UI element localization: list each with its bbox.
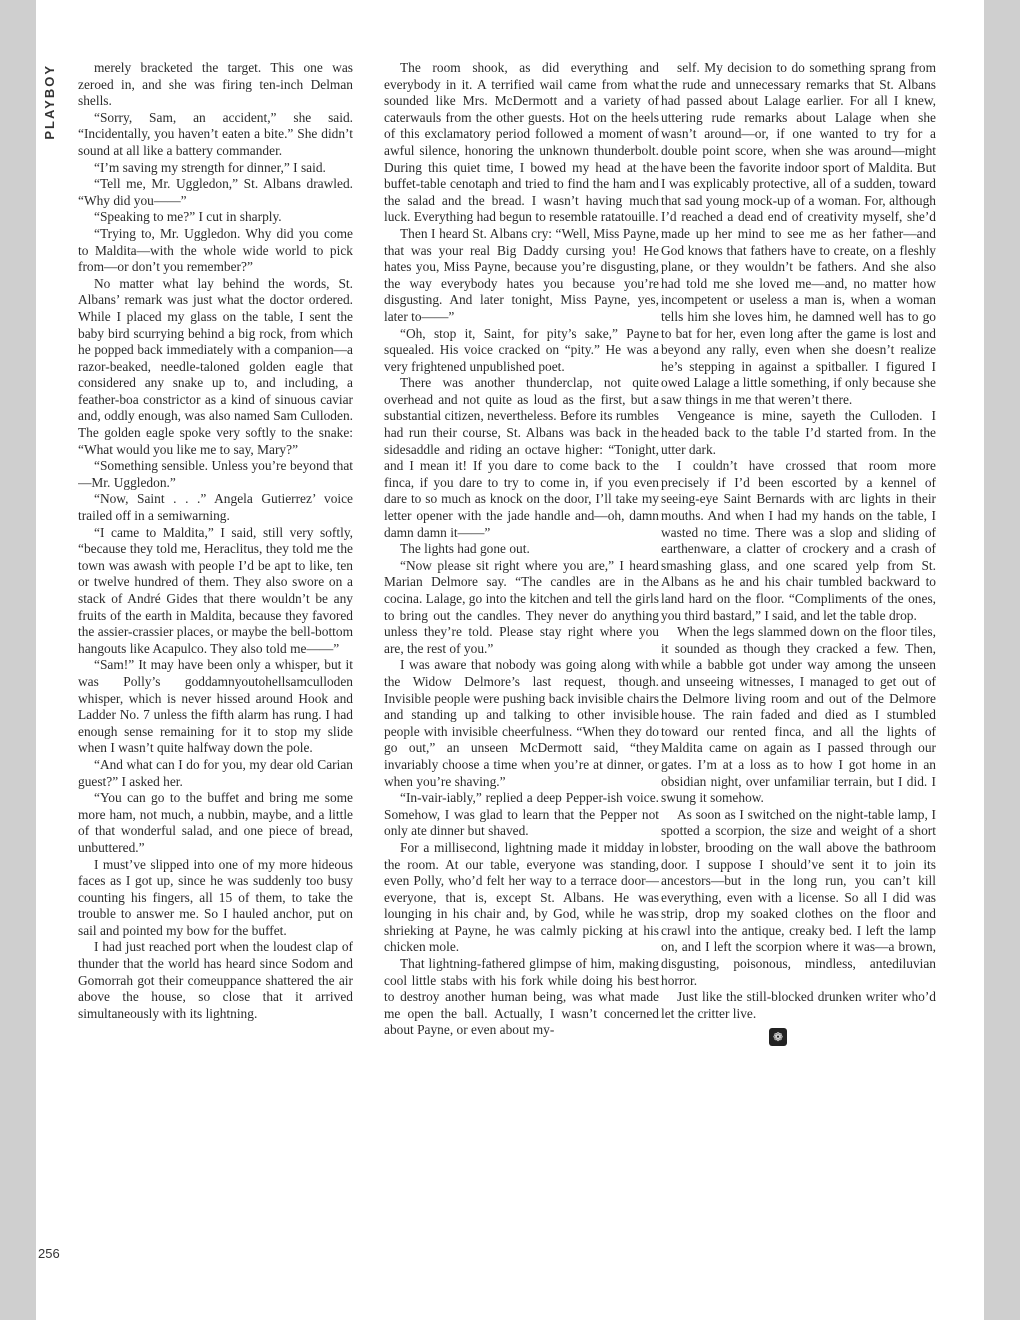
paragraph: “Something sensible. Unless you’re beyond that—Mr. Uggledon.” bbox=[78, 458, 353, 490]
magazine-page bbox=[36, 0, 984, 1320]
paragraph: “Now please sit right where you are,” I heard Marian Delmore say. “The candles are in the cocina. Lalage, go into the kitchen and tell the girls to bring out the candles. They never do anything unless they’re told. Please stay right where you are, the rest of you.” bbox=[384, 557, 659, 656]
paragraph: “Sorry, Sam, an accident,” she said. “Incidentally, you haven’t eaten a bite.” She didn’t sound at all like a battery commander. bbox=[78, 109, 353, 158]
paragraph: merely bracketed the target. This one was zeroed in, and she was firing ten-inch Delman shells. bbox=[78, 60, 353, 109]
paragraph: As soon as I switched on the night-table lamp, I spotted a scorpion, the size and weight of a short lobster, brooding on the wall above the bathroom door. I suppose I should’ve sent it to join its ancestors—but in the long run, you can’t kill everything, even with a license. So all I did was strip, drop my soaked clothes on the floor and crawl into the antique, creaky bed. I left the lamp on, and I left the scorpion where it was—a brown, disgusting, poisonous, mindless, antediluvian horror. bbox=[661, 806, 936, 988]
paragraph: I couldn’t have crossed that room more precisely if I’d been escorted by a kennel of seeing-eye Saint Bernards with arc lights in their mouths. And when I had my hands on the table, I wasted no time. There was a slop and sliding of earthenware, a clatter of crockery and a crash of smashing glass, and one scared yelp from St. Albans as he and his chair tumbled backward to land hard on the floor. “Compliments of the ones, you third bastard,” I said, and let the table drop. bbox=[661, 458, 936, 623]
text-column-3 bbox=[661, 60, 936, 1270]
paragraph: The lights had gone out. bbox=[400, 541, 530, 557]
paragraph: “Now, Saint . . .” Angela Gutierrez’ voice trailed off in a semiwarning. bbox=[78, 491, 353, 524]
paragraph: “Tell me, Mr. Uggledon,” St. Albans drawled. “Why did you——” bbox=[78, 176, 353, 208]
paragraph: I was aware that nobody was going along with the Widow Delmore’s last request, though. Invisible people were pushing back invisible chairs and standing up and talking to other invisible people with invisible cheerfulness. “When they do go out,” an unseen McDermott said, “they invariably choose a time when you’re at dinner, or when you’re shaving.” bbox=[384, 657, 659, 789]
paragraph: Vengeance is mine, sayeth the Culloden. I headed back to the table I’d started from. In the utter dark. bbox=[661, 408, 936, 457]
paragraph: “And what can I do for you, my dear old Carian guest?” I asked her. bbox=[78, 756, 353, 789]
paragraph: For a millisecond, lightning made it midday in the room. At our table, everyone was standing, even Polly, who’d felt her way to a terrace door—everyone, that is, except St. Albans. He was lounging in his chair and, by God, while he was shrieking at Payne, he was calmly picking at his chicken mole. bbox=[384, 839, 659, 955]
paragraph: Then I heard St. Albans cry: “Well, Miss Payne, that was your real Big Daddy cursing you! He hates you, Miss Payne, because you’re disgusting, the way everybody hates you because you’re disgusting. And later tonight, Miss Payne, yes, later to——” bbox=[384, 225, 659, 324]
paragraph: “Oh, stop it, Saint, for pity’s sake,” Payne squealed. His voice cracked on “pity.” He was a very frightened unpublished poet. bbox=[384, 325, 659, 374]
paragraph: There was another thunderclap, not quite overhead and not quite as loud as the first, but a substantial citizen, nevertheless. Before its rumbles had run their course, St. Albans was back in the sidesaddle and riding an octave higher: “Tonight, and I mean it! If you dare to come back to the finca, if you dare to try to come in, if you even dare to so much as knock on the door, I’ll take my letter opener with the jade handle and—oh, damn damn damn it——” bbox=[384, 375, 659, 540]
paragraph: self. My decision to do something sprang from the rude and unnecessary remarks that St. Albans had passed about Lalage earlier. For all I knew, uttering rude remarks about Lalage when she wasn’t around—or, if one wanted to try for a double point score, when she was around—might have been the favorite indoor sport of Maldita. But I was explicably protective, all of a sudden, toward that sad young mock-up of a woman. For, although I’d reached a dead end of creativity myself, she’d made up her mind to see me as her father—and God knows that fathers have to create, on a fleshly plane, or they wouldn’t be fathers. And she also had told me she loved me—and, no matter how incompetent or useless a man is, when a woman tells him she loves him, he damned well has to go to bat for her, even long after the game is lost and beyond any rally, even when she doesn’t realize he’s stepping in against a spitballer. I figured I owed Lalage a little something, if only because she saw things in me that weren’t there. bbox=[661, 60, 936, 407]
rabbit-head-icon: ❁ bbox=[769, 1028, 787, 1046]
paragraph: That lightning-fathered glimpse of him, making cool little stabs with his fork while doing his best to destroy another human being, was what made me open the ball. Actually, I wasn’t concerned about Payne, or even about my- bbox=[384, 956, 659, 1038]
page-number: 256 bbox=[38, 1246, 60, 1261]
paragraph: “You can go to the buffet and bring me some more ham, not much, a nubbin, maybe, and a little of that wonderful salad, and one piece of bread, unbuttered.” bbox=[78, 790, 353, 855]
paragraph: “In-vair-iably,” replied a deep Pepper-ish voice. Somehow, I was glad to learn that the Pepper not only ate dinner but shaved. bbox=[384, 790, 659, 839]
paragraph: When the legs slammed down on the floor tiles, it sounded as though they cracked a few. Then, while a babble got under way among the unseen and unseeing witnesses, I managed to get out of the Delmore living room and out of the Delmore house. The rain faded and died as I stumbled toward our rented finca, and all the lights of Maldita came on again as I passed through our gates. I’m at a loss as to how I got home in an obsidian night, over unfamiliar terrain, but I did. I swung it somehow. bbox=[661, 624, 936, 806]
paragraph: “I came to Maldita,” I said, still very softly, “because they told me, Heraclitus, they told me the town was awash with people I’d be apt to like, ten or twelve hundred of them. They also swore on a stack of André Gides that there wouldn’t be any fruits of the earth in Maldita, because they favored the assier-crassier places, or maybe the bell-bottom hangouts like Acapulco. They also told me——” bbox=[78, 524, 353, 656]
paragraph: “Trying to, Mr. Uggledon. Why did you come to Maldita—with the whole wide world to pick from—or don’t you remember?” bbox=[78, 225, 353, 275]
text-column-2 bbox=[384, 60, 659, 1270]
paragraph: No matter what lay behind the words, St. Albans’ remark was just what the doctor ordered. While I placed my glass on the table, I sent the baby bird scurrying behind a big rock, from which he popped back immediately with a companion—a razor-beaked, needle-taloned golden eagle that considered any snake up to, and including, a feather-boa constrictor as a kind of sinuous caviar and, oddly enough, was also named Sam Culloden. The golden eagle spoke very softly to the snake: “What would you like me to say, Mary?” bbox=[78, 275, 353, 457]
paragraph: “Speaking to me?” I cut in sharply. bbox=[94, 209, 282, 225]
masthead: PLAYBOY bbox=[42, 64, 57, 140]
paragraph: The room shook, as did everything and everybody in it. A terrified wail came from what sounded like Mrs. McDermott and a variety of caterwauls from the other guests. Hot on the heels of this exclamatory period followed a moment of awful silence, honoring the unknown thunderbolt. During this quiet time, I bowed my head at the buffet-table cenotaph and tried to find the ham and the salad and the bread. I wasn’t having much luck. Everything had begun to resemble ratatouille. bbox=[384, 60, 659, 225]
paragraph: Just like the still-blocked drunken writer who’d let the critter live. bbox=[661, 989, 936, 1021]
paragraph: I must’ve slipped into one of my more hideous faces as I got up, since he was suddenly too busy counting his fingers, all 15 of them, to take the trouble to answer me. So I hauled anchor, put on sail and pointed my bow for the buffet. bbox=[78, 856, 353, 938]
paragraph: “I’m saving my strength for dinner,” I said. bbox=[94, 159, 326, 175]
text-column-1 bbox=[78, 60, 353, 1270]
paragraph: “Sam!” It may have been only a whisper, but it was Polly’s goddamnyoutohellsamculloden whisper, which is never hissed around Hook and Ladder No. 7 unless the fifth alarm has rung. I had enough sense remaining for it to stop my slide when I wasn’t quite halfway down the pole. bbox=[78, 657, 353, 756]
paragraph: I had just reached port when the loudest clap of thunder that the world has heard since Sodom and Gomorrah got their comeuppance shattered the air above the house, so close that it arrived simultaneously with its lightning. bbox=[78, 939, 353, 1021]
